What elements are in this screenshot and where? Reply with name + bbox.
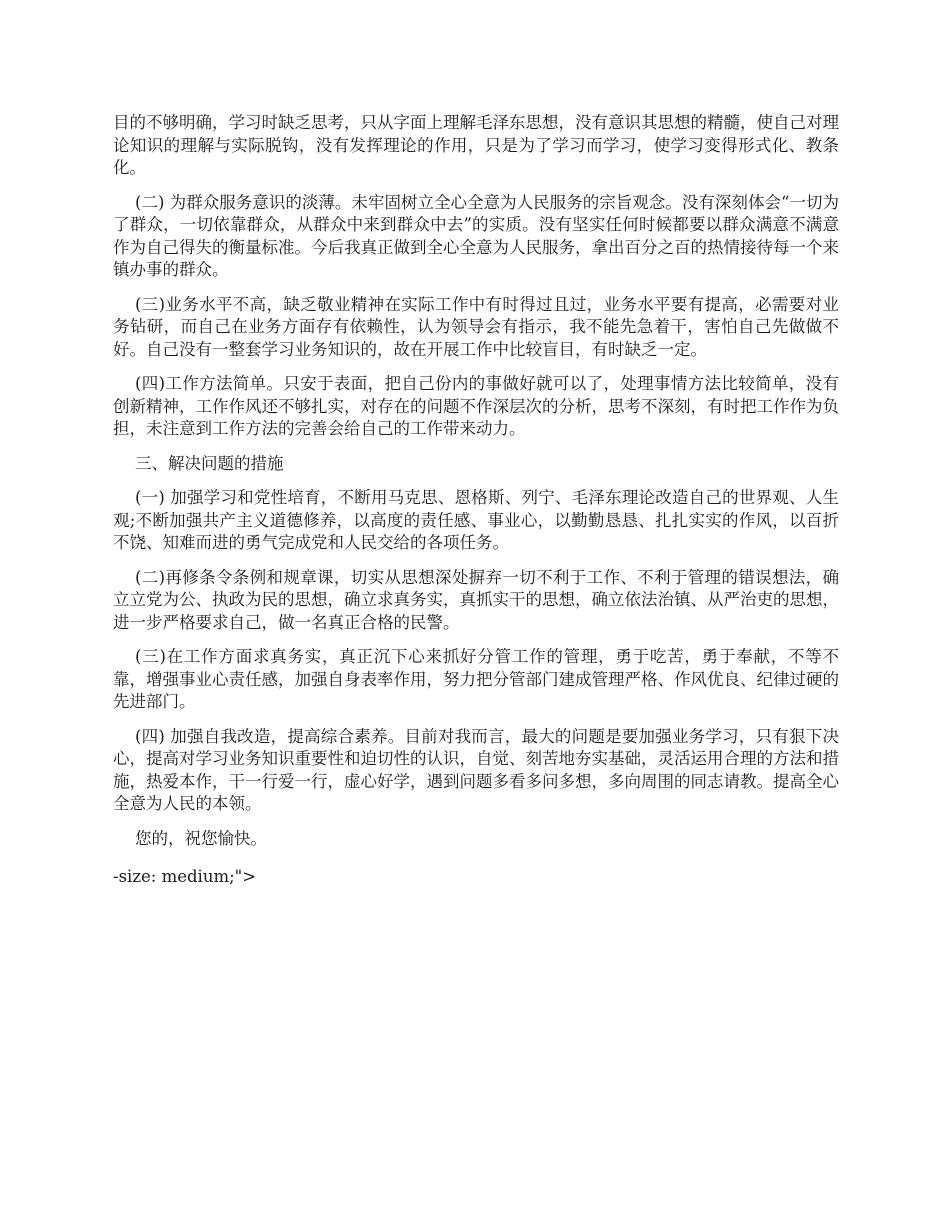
paragraph-measure-2: (二)再修条令条例和规章课，切实从思想深处摒弃一切不利于工作、不利于管理的错误想法，确立立党为公、执政为民的思想，确立求真务实，真抓实干的思想，确立依法治镇、从严治吏的思想，进一步严格要求自己，做一名真正合格的民警。: [113, 567, 839, 632]
paragraph-closing: 您的，祝您愉快。: [135, 828, 267, 848]
section-heading: 三、解决问题的措施: [135, 453, 284, 473]
paragraph-measure-1: (一) 加强学习和党性培育，不断用马克思、恩格斯、列宁、毛泽东理论改造自己的世界观、人生观;不断加强共产主义道德修养，以高度的责任感、事业心，以勤勤恳恳、扎扎实实的作风，以百折不饶、知难而进的勇气完成党和人民交给的各项任务。: [113, 488, 839, 552]
paragraph-trailing-fragment: -size: medium;">: [113, 867, 257, 886]
paragraph-point-2: (二) 为群众服务意识的淡薄。未牢固树立全心全意为人民服务的宗旨观念。没有深刻体会“一切为了群众，一切依靠群众，从群众中来到群众中去”的实质。没有坚实任何时候都要以群众满意不满意作为自己得失的衡量标准。今后我真正做到全心全意为人民服务，拿出百分之百的热情接待每一个来镇办事的群众。: [113, 192, 839, 279]
paragraph-point-4: (四)工作方法简单。只安于表面，把自己份内的事做好就可以了，处理事情方法比较简单，没有创新精神，工作作风还不够扎实，对存在的问题不作深层次的分析，思考不深刻，有时把工作作为负担，未注意到工作方法的完善会给自己的工作带来动力。: [113, 374, 839, 438]
document-body: [113, 112, 839, 901]
paragraph-intro: 目的不够明确，学习时缺乏思考，只从字面上理解毛泽东思想，没有意识其思想的精髓，使自己对理论知识的理解与实际脱钩，没有发挥理论的作用，只是为了学习而学习，使学习变得形式化、教条化。: [113, 113, 839, 177]
paragraph-measure-4: (四) 加强自我改造，提高综合素养。目前对我而言，最大的问题是要加强业务学习，只有狠下决心，提高对学习业务知识重要性和迫切性的认识，自觉、刻苦地夯实基础，灵活运用合理的方法和措施，热爱本作，干一行爱一行，虚心好学，遇到问题多看多问多想，多向周围的同志请教。提高全心全意为人民的本领。: [113, 726, 839, 813]
paragraph-measure-3: (三)在工作方面求真务实，真正沉下心来抓好分管工作的管理，勇于吃苦，勇于奉献，不等不靠，增强事业心责任感，加强自身表率作用，努力把分管部门建成管理严格、作风优良、纪律过硬的先进部门。: [113, 647, 839, 711]
paragraph-point-3: (三)业务水平不高，缺乏敬业精神在实际工作中有时得过且过，业务水平要有提高，必需要对业务钻研，而自己在业务方面存有依赖性，认为领导会有指示，我不能先急着干，害怕自己先做做不好。自己没有一整套学习业务知识的，故在开展工作中比较盲目，有时缺乏一定。: [113, 294, 839, 359]
